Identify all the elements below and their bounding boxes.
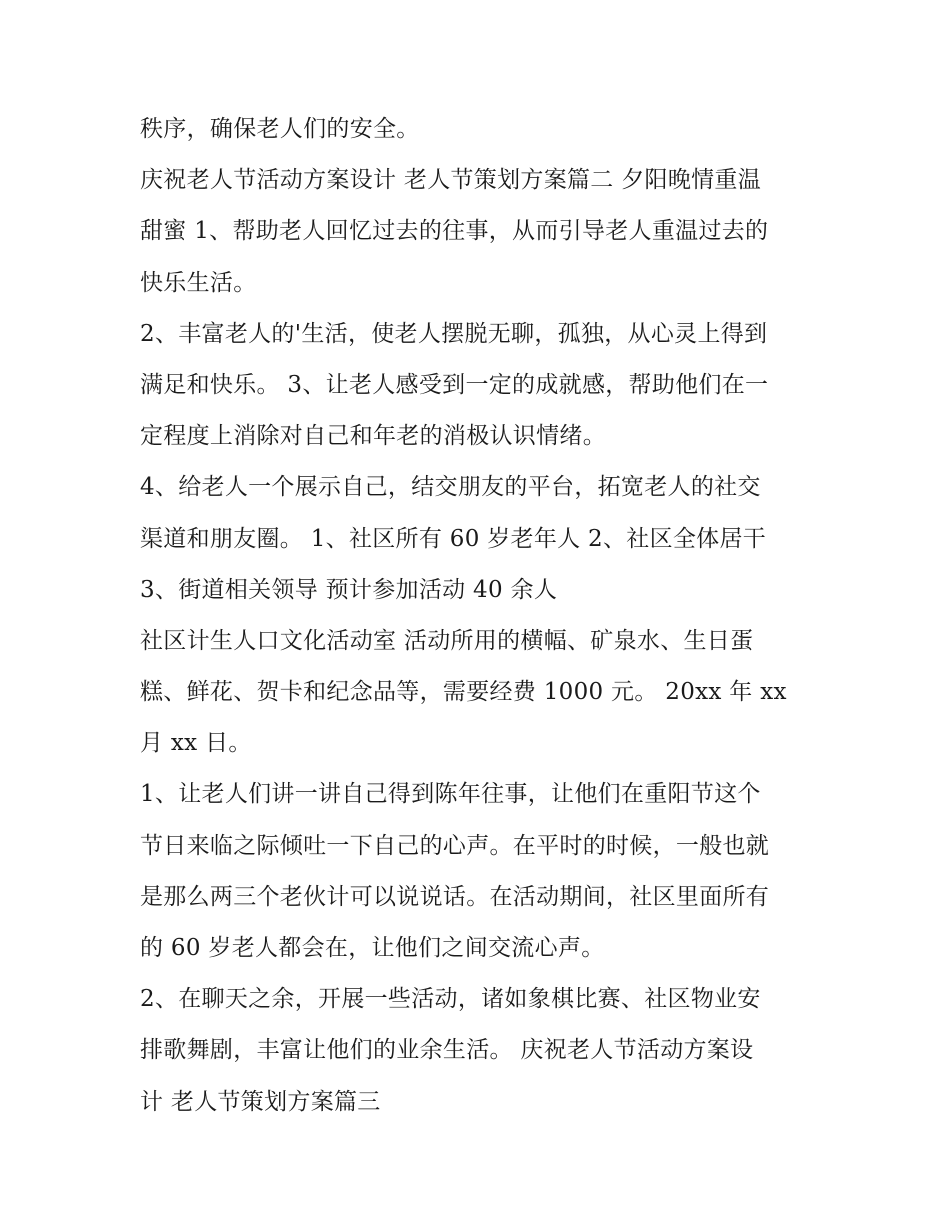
text-line: 秩序，确保老人们的安全。	[140, 116, 420, 142]
text-line: 2、丰富老人的'生活，使老人摆脱无聊，孤独，从心灵上得到	[140, 320, 768, 347]
text-line: 的 60 岁老人都会在，让他们之间交流心声。	[140, 935, 605, 961]
text-line: 甜蜜 1、帮助老人回忆过去的往事，从而引导老人重温过去的	[140, 218, 769, 245]
text-line: 社区计生人口文化活动室 活动所用的横幅、矿泉水、生日蛋	[140, 627, 754, 654]
text-line: 糕、鲜花、贺卡和纪念品等，需要经费 1000 元。 20xx 年 xx	[140, 679, 787, 706]
text-line: 1、让老人们讲一讲自己得到陈年往事，让他们在重阳节这个	[140, 781, 761, 808]
text-line: 是那么两三个老伙计可以说说话。在活动期间，社区里面所有	[140, 883, 770, 910]
text-line: 定程度上消除对自己和年老的消极认识情绪。	[140, 423, 606, 450]
document-body	[140, 104, 830, 1128]
text-line: 3、街道相关领导 预计参加活动 40 余人	[140, 576, 558, 603]
text-line: 2、在聊天之余，开展一些活动，诸如象棋比赛、社区物业安	[140, 986, 761, 1013]
text-line: 满足和快乐。 3、让老人感受到一定的成就感，帮助他们在一	[140, 371, 769, 398]
text-line: 4、给老人一个展示自己，结交朋友的平台，拓宽老人的社交	[140, 474, 761, 501]
text-line: 排歌舞剧，丰富让他们的业余生活。 庆祝老人节活动方案设	[140, 1037, 754, 1064]
text-line: 庆祝老人节活动方案设计 老人节策划方案篇二 夕阳晚情重温	[140, 167, 762, 194]
text-line: 渠道和朋友圈。 1、社区所有 60 岁老年人 2、社区全体居干	[140, 525, 767, 552]
text-line: 月 xx 日。	[140, 730, 252, 757]
text-line: 快乐生活。	[140, 269, 257, 296]
text-line: 节日来临之际倾吐一下自己的心声。在平时的时候，一般也就	[140, 832, 770, 859]
text-line: 计 老人节策划方案篇三	[140, 1088, 381, 1115]
